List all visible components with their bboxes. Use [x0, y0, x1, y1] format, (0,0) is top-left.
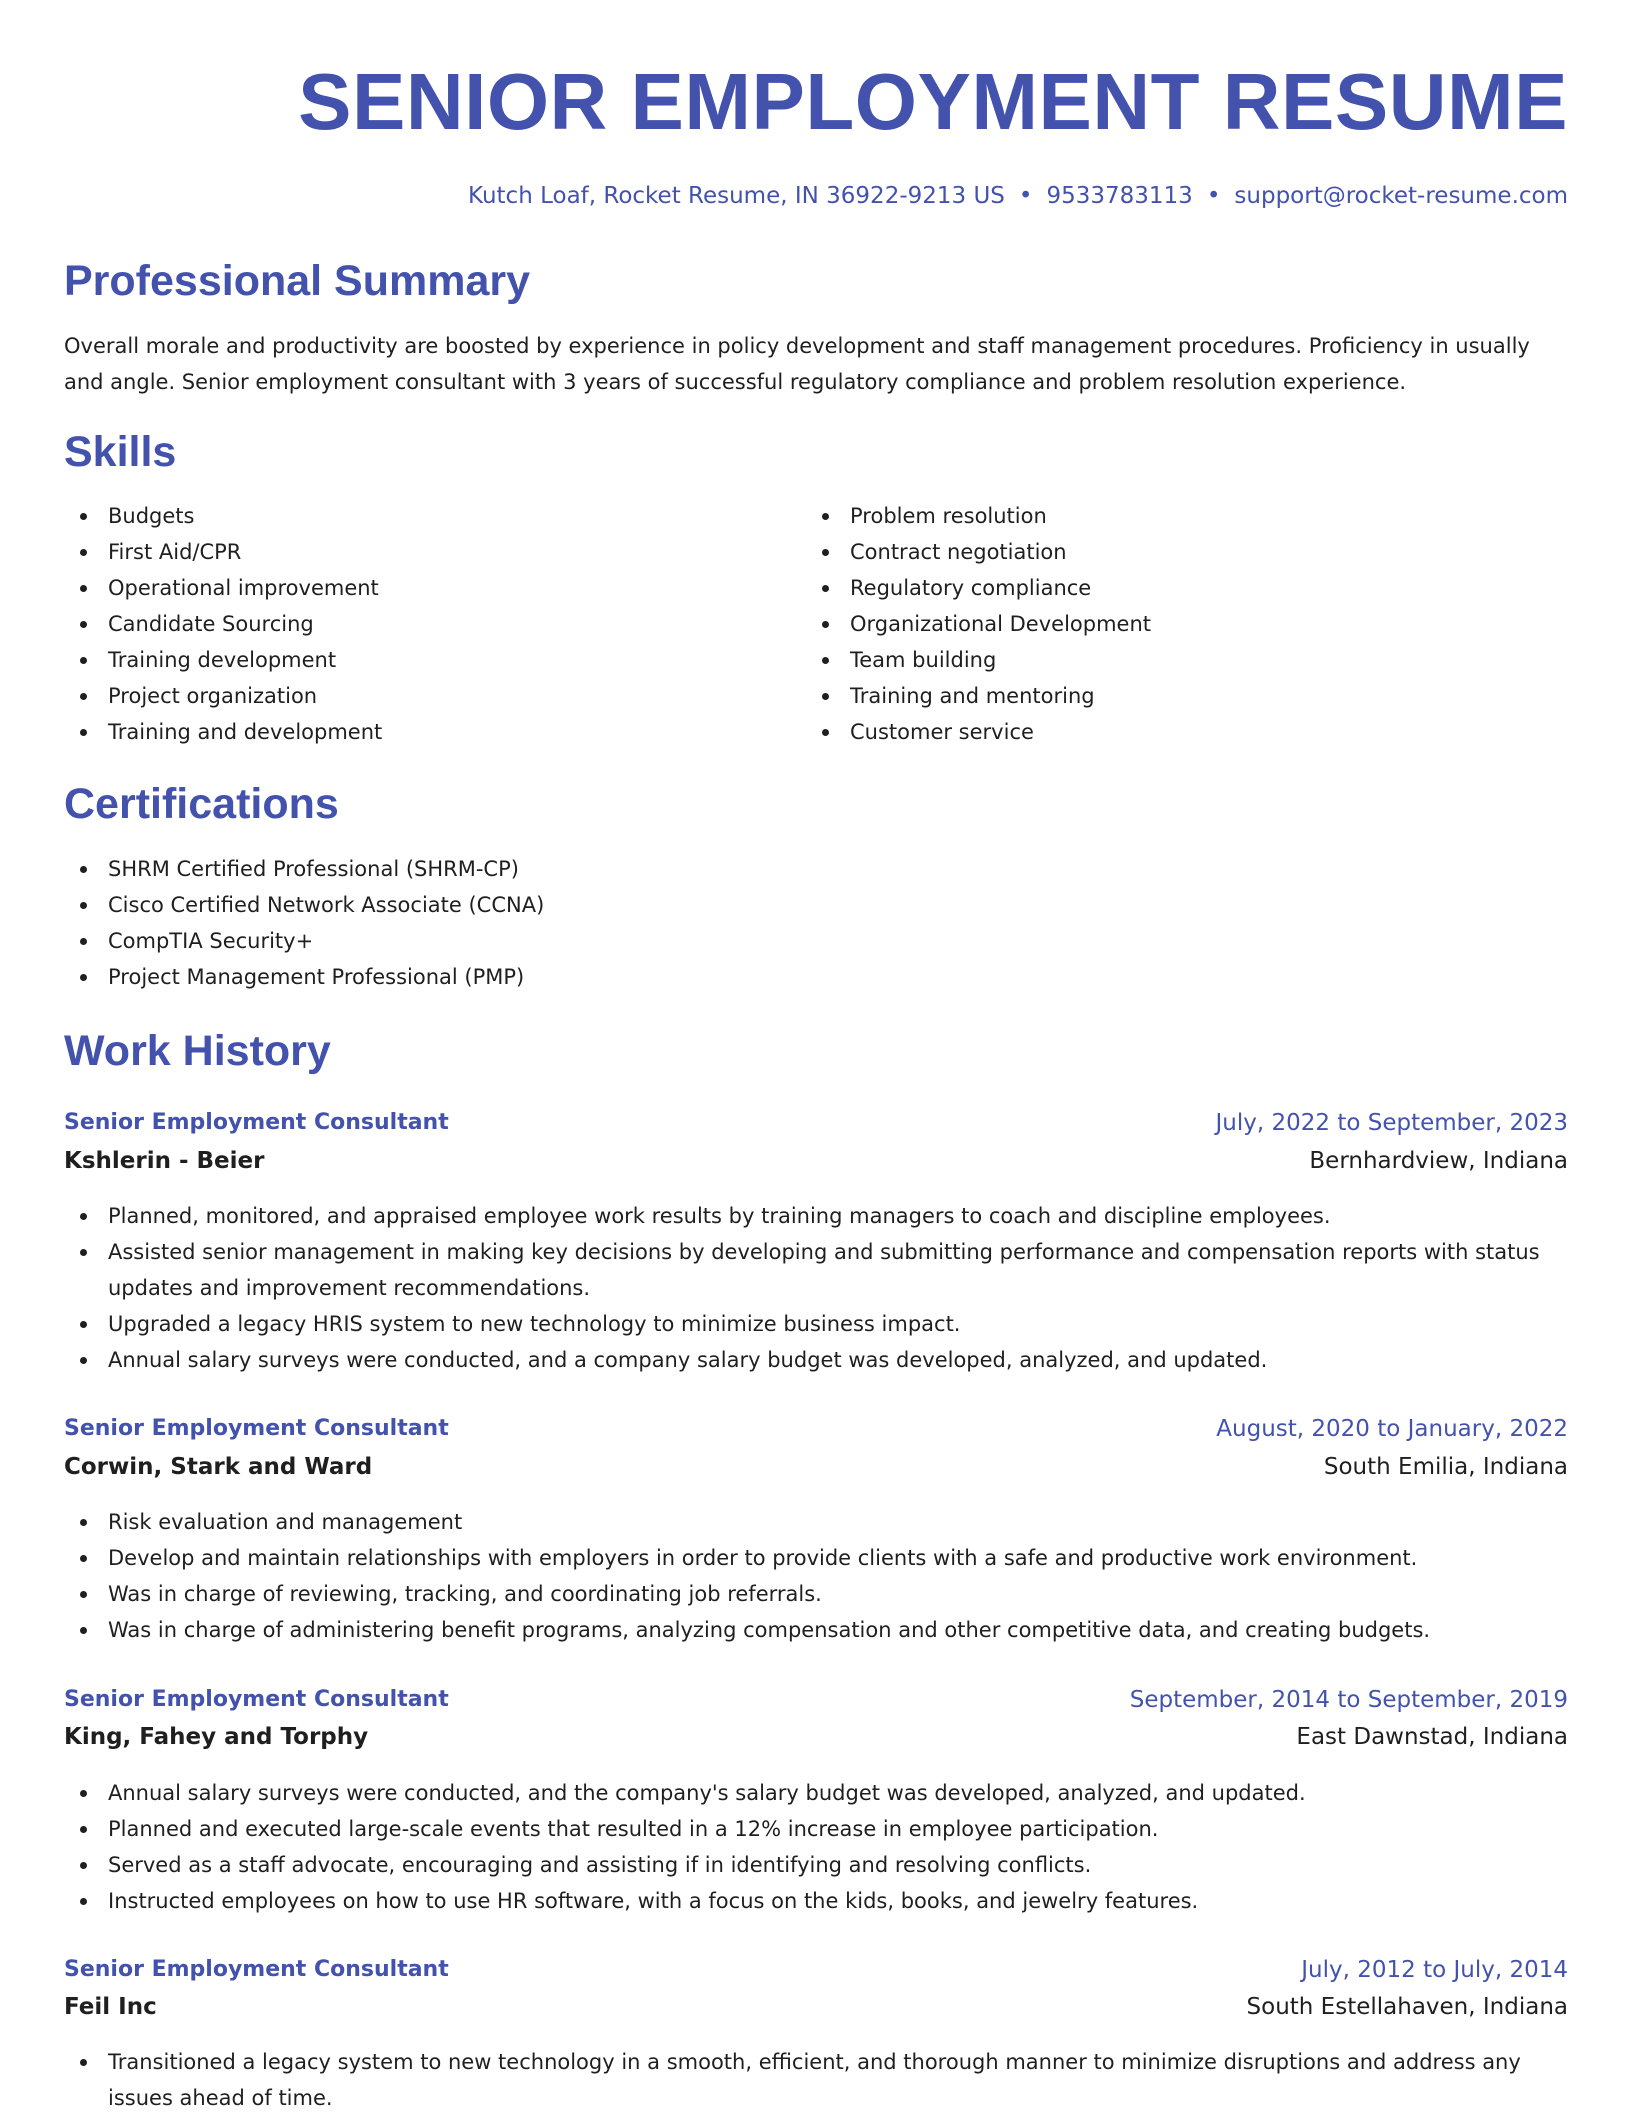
job-employer-row	[64, 1720, 1568, 1754]
job-bullet: Develop and maintain relationships with employers in order to provide clients with a safe and productive work environment.	[64, 1540, 1568, 1576]
skill-item: Project organization	[64, 678, 764, 714]
certifications-heading: Certifications	[64, 780, 339, 828]
skill-item: Contract negotiation	[806, 534, 1506, 570]
job-bullet: Transitioned a legacy system to new technology in a smooth, efficient, and thorough manner to minimize disruptions and address any issues ahead of time.	[64, 2044, 1568, 2116]
contact-address: Kutch Loaf, Rocket Resume, IN 36922-9213 US	[468, 183, 1005, 209]
job-bullet: Was in charge of reviewing, tracking, and coordinating job referrals.	[64, 1576, 1568, 1612]
job-header	[64, 1683, 1568, 1717]
certification-item: Cisco Certified Network Associate (CCNA)	[64, 887, 1568, 923]
job-location: South Emilia, Indiana	[1323, 1454, 1568, 1480]
job-dates: September, 2014 to September, 2019	[1129, 1687, 1568, 1713]
skill-item: Training and mentoring	[806, 678, 1506, 714]
job-company: King, Fahey and Torphy	[64, 1724, 369, 1750]
job-employer-row	[64, 1144, 1568, 1178]
job-location: East Dawnstad, Indiana	[1296, 1724, 1568, 1750]
certifications-list	[64, 851, 1568, 995]
contact-line	[468, 180, 1568, 212]
job-title: Senior Employment Consultant	[64, 1957, 449, 1982]
contact-email[interactable]: support@rocket-resume.com	[1234, 183, 1568, 209]
job-bullet: Planned and executed large-scale events that resulted in a 12% increase in employee participation.	[64, 1811, 1568, 1847]
job-bullet: Risk evaluation and management	[64, 1504, 1568, 1540]
work-history-heading: Work History	[64, 1027, 331, 1075]
resume-page	[64, 56, 1568, 2110]
certification-item: Project Management Professional (PMP)	[64, 959, 1568, 995]
job-company: Kshlerin - Beier	[64, 1148, 265, 1174]
skills-list-left	[64, 498, 764, 750]
job-bullet: Planned, monitored, and appraised employee work results by training managers to coach and discipline employees.	[64, 1198, 1568, 1234]
job-dates: August, 2020 to January, 2022	[1216, 1416, 1568, 1442]
job-location: South Estellahaven, Indiana	[1246, 1994, 1568, 2020]
job-title: Senior Employment Consultant	[64, 1687, 449, 1712]
job-dates: July, 2022 to September, 2023	[1215, 1110, 1568, 1136]
job-title: Senior Employment Consultant	[64, 1110, 449, 1135]
job-bullet: Instructed employees on how to use HR software, with a focus on the kids, books, and jewelry features.	[64, 1883, 1568, 1919]
job-header	[64, 1106, 1568, 1140]
resume-title: SENIOR EMPLOYMENT RESUME	[298, 57, 1568, 146]
job-bullet: Upgraded a legacy HRIS system to new technology to minimize business impact.	[64, 1306, 1568, 1342]
job-employer-row	[64, 1990, 1568, 2024]
skill-item: Organizational Development	[806, 606, 1506, 642]
skills-heading: Skills	[64, 428, 177, 476]
job-bullet: Annual salary surveys were conducted, and a company salary budget was developed, analyzed, and updated.	[64, 1342, 1568, 1378]
skill-item: Candidate Sourcing	[64, 606, 764, 642]
job-bullets	[64, 1198, 1568, 1378]
skill-item: Team building	[806, 642, 1506, 678]
job-bullet: Assisted senior management in making key decisions by developing and submitting performance and compensation reports with status updates and improvement recommendations.	[64, 1234, 1568, 1306]
skill-item: Regulatory compliance	[806, 570, 1506, 606]
job-header	[64, 1953, 1568, 1987]
skill-item: First Aid/CPR	[64, 534, 764, 570]
certification-item: CompTIA Security+	[64, 923, 1568, 959]
job-company: Feil Inc	[64, 1994, 157, 2020]
job-bullet: Was in charge of administering benefit programs, analyzing compensation and other competitive data, and creating budgets.	[64, 1612, 1568, 1648]
skill-item: Customer service	[806, 714, 1506, 750]
job-bullets	[64, 1504, 1568, 1648]
skill-item: Training development	[64, 642, 764, 678]
skill-item: Training and development	[64, 714, 764, 750]
job-title: Senior Employment Consultant	[64, 1416, 449, 1441]
skill-item: Problem resolution	[806, 498, 1506, 534]
contact-separator: •	[1206, 183, 1221, 209]
job-location: Bernhardview, Indiana	[1309, 1148, 1568, 1174]
summary-heading: Professional Summary	[64, 257, 531, 305]
contact-separator: •	[1018, 183, 1033, 209]
contact-phone: 9533783113	[1046, 183, 1193, 209]
job-bullet: Annual salary surveys were conducted, and the company's salary budget was developed, analyzed, and updated.	[64, 1775, 1568, 1811]
job-company: Corwin, Stark and Ward	[64, 1454, 373, 1480]
skill-item: Budgets	[64, 498, 764, 534]
summary-text: Overall morale and productivity are boosted by experience in policy development and staff management procedures. Proficiency in usually and angle. Senior employment consultant with 3 years of successful regulatory compliance and problem resolution experience.	[64, 334, 1530, 394]
job-bullets	[64, 2044, 1568, 2116]
job-dates: July, 2012 to July, 2014	[1301, 1957, 1568, 1983]
job-employer-row	[64, 1450, 1568, 1484]
job-header	[64, 1412, 1568, 1446]
skills-list-right	[806, 498, 1506, 750]
skill-item: Operational improvement	[64, 570, 764, 606]
certification-item: SHRM Certified Professional (SHRM-CP)	[64, 851, 1568, 887]
job-bullet: Served as a staff advocate, encouraging and assisting if in identifying and resolving conflicts.	[64, 1847, 1568, 1883]
job-bullets	[64, 1775, 1568, 1919]
